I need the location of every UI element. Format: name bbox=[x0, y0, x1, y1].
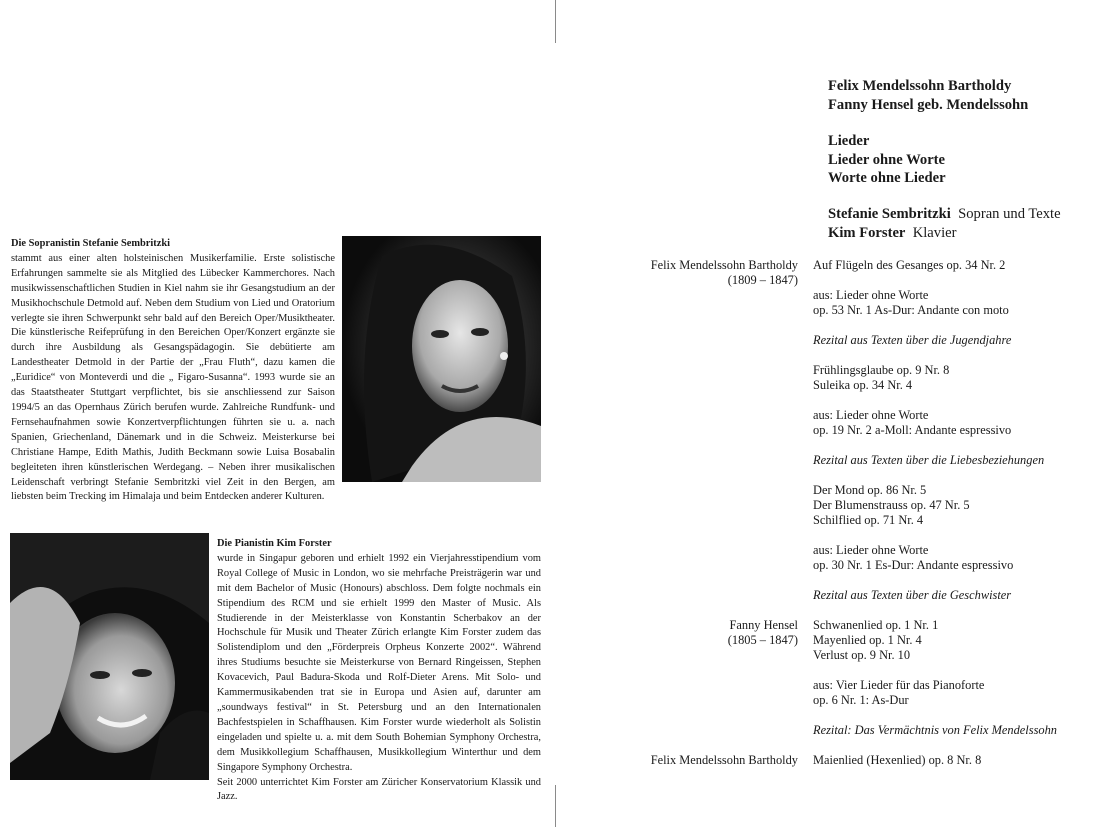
performer-name: Kim Forster bbox=[828, 224, 906, 241]
program-work: op. 6 Nr. 1: As-Dur bbox=[813, 693, 909, 707]
bio-pianist bbox=[217, 537, 541, 805]
bio-soprano-text: stammt aus einer alten holsteinischen Musikerfamilie. Erste solistische Erfahrungen sammelte sie als Mitglied des Lübecker Kammerchores. Nach musikwissenschaftlichen Studien in Kiel nahm sie ihr Gesangstudium an der Musikhochschule Detmold auf. Neben dem Studium von Lied und Oratorium verlegte sie ihren Schwerpunkt sehr bald auf den Bereich Oper/Musiktheater. Die künstlerische Reifeprüfung in den Bereichen Oper/Konzert ergänzte sie durch ihre Ausbildung als Gesangspädagogin. Sie debütierte am Landestheater Detmold in der Partie der „Frau Fluth“, dazu kamen die „Euridice“ von Monteverdi und die „ Figaro-Susanna“. 1993 wurde sie an das Staatstheater Stuttgart verpflichtet, bis sie anschliessend zur Saison 1994/5 an das Opernhaus Zürich berufen wurde. Zahlreiche Rundfunk- und Fernsehaufnahmen sowie Konzertverpflichtungen führten sie u. a. nach Spanien, Griechenland, Dänemark und in die Schweiz. Meisterkurse bei Christiane Hampe, Edith Mathis, Judith Beckmann sowie Luisa Bosabalin begleiteten ihren künstlerischen Werdegang. – Neben ihrer musikalischen Leidenschaft verbringt Stefanie Sembritzki viel Zeit in den Bergen, am liebsten beim Trecking im Himalaja und beim Entdecken anderer Kulturen. bbox=[11, 252, 335, 503]
bio-soprano-heading: Die Sopranistin Stefanie Sembritzki bbox=[11, 238, 171, 249]
program-work: Schwanenlied op. 1 Nr. 1 bbox=[813, 618, 939, 632]
bio-pianist-text: wurde in Singapur geboren und erhielt 1992 ein Vierjahresstipendium vom Royal College of Music in London, wo sie mehrfache Preisträgerin war und mit dem Bachelor of Music (Honours) abschloss. Dem folgte nochmals ein Stipendium des RCM und sie erhielt 1999 den Master of Music. Als Studierende in der Meisterklasse von Konstantin Scherbakov an der Hochschule für Musik und Theater Zürich erlangte Kim Forster zudem das Solistendiplom und den „Förderpreis Orpheus Konzerte 2002“. Während ihres Studiums besuchte sie Meisterkurse von Bernard Ringeissen, Stephen Kovacevich, Paul Badura-Skoda und Rolf-Dieter Arens. Mit Solo- und Kammermusikabenden trat sie in Europa und Asien auf, darunter am „soundways festival“ in St. Petersburg und an den Internationalen Bachfestspielen in Schaffhausen. Kim Forster wurde wiederholt als Solistin eingeladen und spielte u. a. mit dem South Bohemian Symphony Orchestra, dem Musikkollegium Schaffhausen, Musikkollegium Winterthur und dem Singapore Symphony Orchestra. bbox=[217, 552, 541, 773]
program-recital: Rezital aus Texten über die Jugendjahre bbox=[813, 333, 1012, 347]
program-work: Der Blumenstrauss op. 47 Nr. 5 bbox=[813, 498, 970, 512]
program-work: op. 53 Nr. 1 As-Dur: Andante con moto bbox=[813, 303, 1009, 317]
composers-block bbox=[828, 77, 1028, 114]
program-works bbox=[813, 258, 1100, 618]
program-work: Suleika op. 34 Nr. 4 bbox=[813, 378, 913, 392]
program-work: aus: Lieder ohne Worte bbox=[813, 543, 929, 557]
program-work: Maienlied (Hexenlied) op. 8 Nr. 8 bbox=[813, 753, 982, 767]
program-composer-name: Felix Mendelssohn Bartholdy bbox=[650, 753, 798, 767]
program-composer bbox=[640, 258, 813, 618]
program-section-fanny bbox=[640, 618, 1100, 753]
program-works bbox=[813, 753, 1100, 768]
program-work: op. 19 Nr. 2 a-Moll: Andante espressivo bbox=[813, 423, 1012, 437]
program-section-felix bbox=[640, 258, 1100, 618]
program-composer-dates: (1809 – 1847) bbox=[727, 273, 798, 287]
program-composer-dates: (1805 – 1847) bbox=[727, 633, 798, 647]
program-recital: Rezital: Das Vermächtnis von Felix Mendelssohn bbox=[813, 723, 1057, 737]
program-recital: Rezital aus Texten über die Liebesbeziehungen bbox=[813, 453, 1045, 467]
program-work: Schilflied op. 71 Nr. 4 bbox=[813, 513, 924, 527]
page-fold-bottom bbox=[555, 785, 556, 827]
program-works bbox=[813, 618, 1100, 753]
program-composer-name: Fanny Hensel bbox=[729, 618, 798, 632]
performer-line bbox=[828, 205, 1061, 224]
program-listing bbox=[640, 258, 1100, 768]
program-work: Auf Flügeln des Gesanges op. 34 Nr. 2 bbox=[813, 258, 1006, 272]
program-composer bbox=[640, 618, 813, 753]
program-composer bbox=[640, 753, 813, 768]
program-recital: Rezital aus Texten über die Geschwister bbox=[813, 588, 1012, 602]
program-title: Worte ohne Lieder bbox=[828, 170, 946, 186]
program-work: aus: Lieder ohne Worte bbox=[813, 288, 929, 302]
program-work: Mayenlied op. 1 Nr. 4 bbox=[813, 633, 922, 647]
performer-line bbox=[828, 224, 1061, 243]
bio-pianist-text-2: Seit 2000 unterrichtet Kim Forster am Züricher Konservatorium Klassik und Jazz. bbox=[217, 776, 541, 803]
performers-block bbox=[828, 205, 1061, 242]
program-work: Frühlingsglaube op. 9 Nr. 8 bbox=[813, 363, 950, 377]
composer-title: Felix Mendelssohn Bartholdy bbox=[828, 78, 1012, 94]
page-fold-top bbox=[555, 0, 556, 43]
program-title: Lieder ohne Worte bbox=[828, 151, 946, 168]
program-work: op. 30 Nr. 1 Es-Dur: Andante espressivo bbox=[813, 558, 1014, 572]
program-work: Der Mond op. 86 Nr. 5 bbox=[813, 483, 927, 497]
pianist-portrait-photo bbox=[10, 533, 209, 780]
program-section-felix-end bbox=[640, 753, 1100, 768]
bio-soprano bbox=[11, 237, 335, 505]
performer-name: Stefanie Sembritzki bbox=[828, 206, 951, 222]
composer-title: Fanny Hensel geb. Mendelssohn bbox=[828, 96, 1029, 113]
performer-role: Klavier bbox=[912, 224, 957, 241]
program-title: Lieder bbox=[828, 133, 870, 149]
soprano-portrait-photo bbox=[342, 236, 541, 482]
program-titles-block bbox=[828, 132, 946, 188]
program-composer-name: Felix Mendelssohn Bartholdy bbox=[650, 258, 798, 272]
program-work: Verlust op. 9 Nr. 10 bbox=[813, 648, 911, 662]
program-work: aus: Lieder ohne Worte bbox=[813, 408, 929, 422]
performer-role: Sopran und Texte bbox=[958, 206, 1061, 222]
program-work: aus: Vier Lieder für das Pianoforte bbox=[813, 678, 985, 692]
bio-pianist-heading: Die Pianistin Kim Forster bbox=[217, 538, 332, 549]
